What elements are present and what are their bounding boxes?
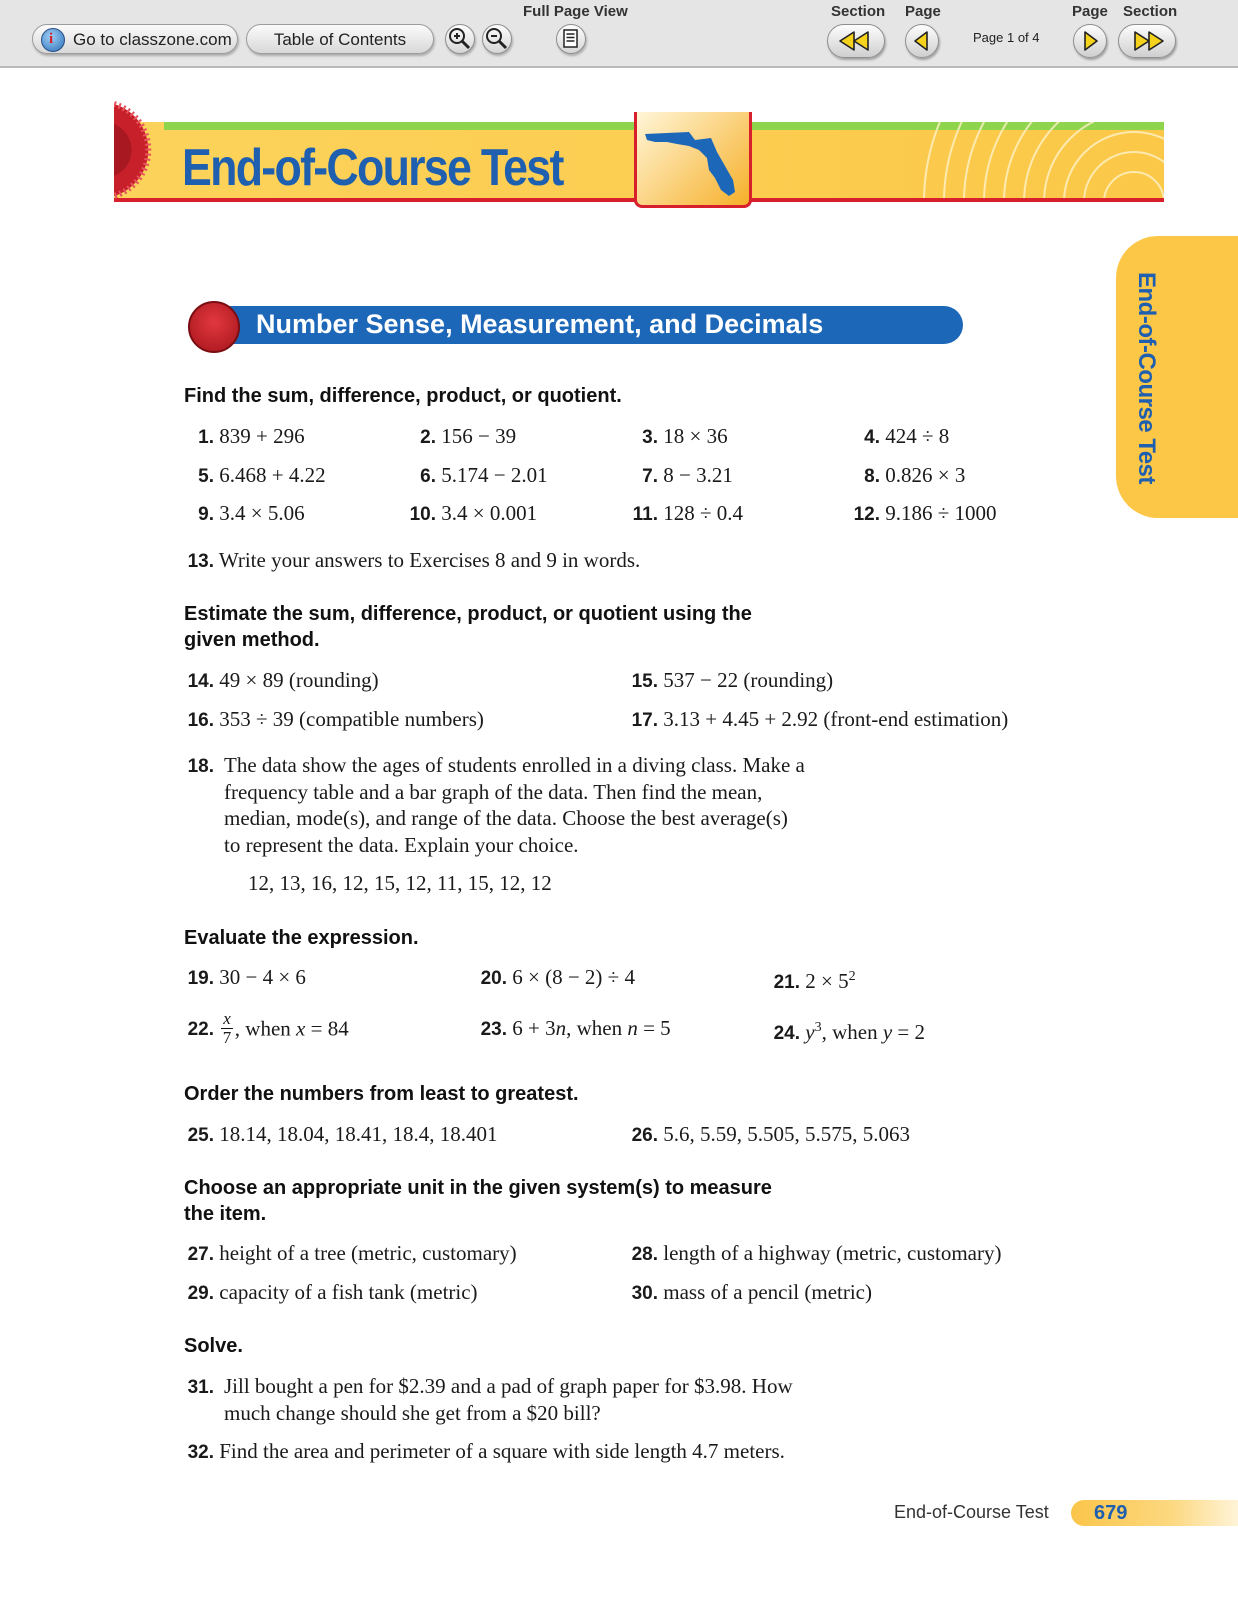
- page-back-label: Page: [905, 3, 941, 20]
- page-indicator: Page 1 of 4: [973, 30, 1040, 45]
- page-back-button[interactable]: [905, 24, 939, 58]
- exercise-29: 29. capacity of a fish tank (metric): [187, 1280, 478, 1304]
- section-title: Number Sense, Measurement, and Decimals: [256, 309, 824, 339]
- exercise-28: 28. length of a highway (metric, customary): [631, 1241, 1002, 1265]
- page-forward-button[interactable]: [1073, 24, 1107, 58]
- top-toolbar: [0, 0, 1238, 68]
- exercise-2: 2. 156 − 39: [420, 424, 517, 448]
- section-back-label: Section: [831, 3, 886, 20]
- exercise-12: 12. 9.186 ÷ 1000: [853, 501, 997, 525]
- exercise-27: 27. height of a tree (metric, customary): [187, 1241, 517, 1265]
- exercise-16: 16. 353 ÷ 39 (compatible numbers): [187, 707, 484, 731]
- page-title: End-of-Course Test: [182, 139, 563, 197]
- exercise-25: 25. 18.14, 18.04, 18.41, 18.4, 18.401: [187, 1122, 498, 1146]
- side-tab-label: End-of-Course Test: [1133, 272, 1160, 484]
- toc-label: Table of Contents: [273, 30, 407, 49]
- section-forward-button[interactable]: [1118, 24, 1176, 58]
- directions-2: Estimate the sum, difference, product, or quotient using the given method.: [184, 603, 752, 651]
- directions-3: Evaluate the expression.: [184, 927, 419, 949]
- exercise-3: 3. 18 × 36: [642, 424, 728, 448]
- zoom-out-icon: [483, 25, 511, 53]
- exercise-11: 11. 128 ÷ 0.4: [632, 501, 744, 525]
- page-back-icon: [906, 25, 938, 57]
- banner-rings-decoration: [754, 122, 1164, 198]
- exercise-17: 17. 3.13 + 4.45 + 2.92 (front-end estimation): [631, 707, 1009, 731]
- exercise-19: 19. 30 − 4 × 6: [187, 965, 306, 989]
- exercise-31-text: Jill bought a pen for $2.39 and a pad of graph paper for $3.98. How much change should she get from a $20 bill?: [224, 1374, 793, 1425]
- exercise-22: 22. $\frac{x}{7}$ , when x = 84: [187, 1009, 349, 1047]
- exercise-13: 13. Write your answers to Exercises 8 and 9 in words.: [187, 548, 641, 572]
- info-globe-icon: i: [41, 28, 65, 52]
- section-forward-label: Section: [1123, 3, 1178, 20]
- full-page-view-button[interactable]: [556, 24, 586, 54]
- directions-5: Choose an appropriate unit in the given system(s) to measure the item.: [184, 1177, 772, 1225]
- table-of-contents-button[interactable]: [246, 24, 434, 54]
- exercise-9: 9. 3.4 × 5.06: [198, 501, 305, 525]
- exercise-23: 23. 6 + 3n, when n = 5: [480, 1016, 671, 1040]
- florida-badge: [634, 112, 752, 208]
- exercise-31-number: 31.: [187, 1377, 214, 1398]
- exercise-32: 32. Find the area and perimeter of a square with side length 4.7 meters.: [187, 1439, 785, 1463]
- zoom-in-icon: [446, 25, 474, 53]
- section-forward-icon: [1119, 25, 1175, 57]
- exercise-10: 10. 3.4 × 0.001: [409, 501, 538, 525]
- exercise-21: 21. $2 \times 5^2$: [773, 969, 856, 993]
- full-page-view-label: Full Page View: [523, 3, 628, 20]
- exercise-30: 30. mass of a pencil (metric): [631, 1280, 872, 1304]
- directions-1: Find the sum, difference, product, or quotient.: [184, 385, 622, 407]
- exercise-7: 7. 8 − 3.21: [642, 463, 733, 487]
- section-header: [188, 306, 963, 346]
- exercise-6: 6. 5.174 − 2.01: [420, 463, 548, 487]
- exercise-8: 8. 0.826 × 3: [864, 463, 966, 487]
- section-bullet-icon: [188, 301, 240, 353]
- exercise-26: 26. 5.6, 5.59, 5.505, 5.575, 5.063: [631, 1122, 910, 1146]
- exercise-14: 14. 49 × 89 (rounding): [187, 668, 379, 692]
- banner: [114, 100, 1164, 210]
- page-forward-icon: [1074, 25, 1106, 57]
- exercise-1: 1. 839 + 296: [198, 424, 305, 448]
- exercise-4: 4. 424 ÷ 8: [864, 424, 950, 448]
- florida-map-icon: [637, 112, 749, 204]
- section-back-button[interactable]: [827, 24, 885, 58]
- directions-6: Solve.: [184, 1335, 243, 1357]
- zoom-in-button[interactable]: [445, 24, 475, 54]
- page-number: 679: [1094, 1502, 1128, 1524]
- banner-sun-icon: [114, 100, 174, 200]
- fraction: $\frac{x}{7}$: [222, 1009, 232, 1047]
- footer-label: End-of-Course Test: [894, 1502, 1049, 1522]
- exercise-5: 5. 6.468 + 4.22: [198, 463, 326, 487]
- exercise-24: 24. $y^3$, when y = 2: [773, 1020, 925, 1044]
- exercise-15: 15. 537 − 22 (rounding): [631, 668, 834, 692]
- exercise-20: 20. 6 × (8 − 2) ÷ 4: [480, 965, 635, 989]
- exercise-18-text: The data show the ages of students enrolled in a diving class. Make a frequency table and a bar graph of the data. Then find the mean, median, mode(s), and range of the data. Choose the best average(s) to represent the data. Explain your choice.: [224, 753, 805, 857]
- exercise-18-number: 18.: [187, 756, 214, 777]
- classzone-button[interactable]: [32, 24, 238, 54]
- page-forward-label: Page: [1072, 3, 1108, 20]
- full-page-view-icon: [557, 25, 585, 53]
- classzone-label: Go to classzone.com: [73, 30, 232, 49]
- directions-4: Order the numbers from least to greatest.: [184, 1083, 579, 1105]
- section-back-icon: [828, 25, 884, 57]
- exercise-18-data: 12, 13, 16, 12, 15, 12, 11, 15, 12, 12: [248, 871, 552, 895]
- zoom-out-button[interactable]: [482, 24, 512, 54]
